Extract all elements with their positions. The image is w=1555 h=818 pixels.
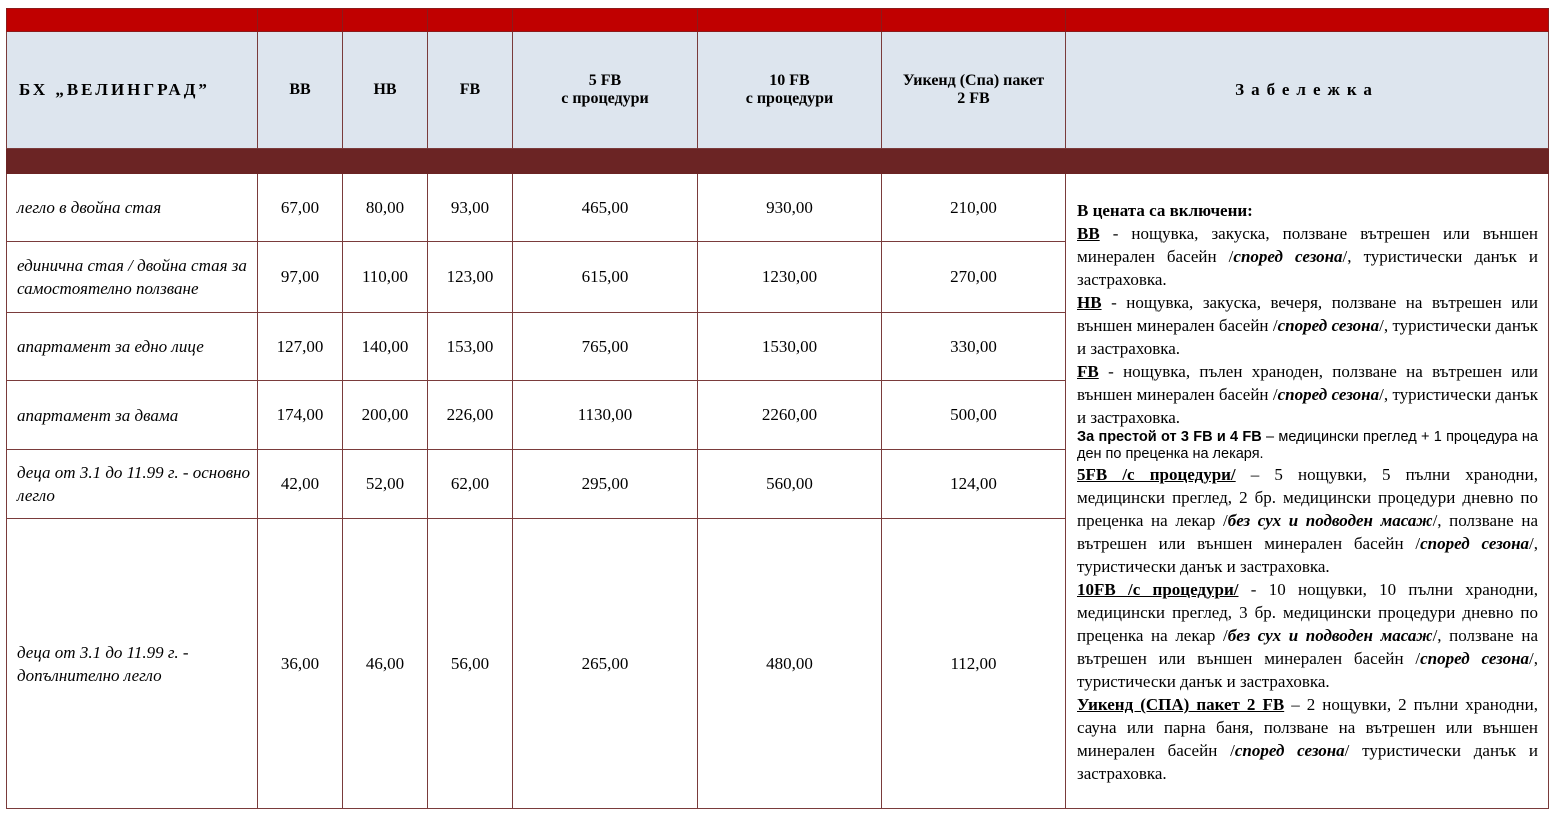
price-bb: 67,00 (258, 174, 343, 242)
row-label: деца от 3.1 до 11.99 г. - основно легло (7, 450, 258, 519)
price-weekend: 330,00 (882, 313, 1066, 381)
price-bb: 174,00 (258, 381, 343, 450)
top-red-bar (7, 9, 1549, 32)
col-weekend (882, 32, 1066, 149)
price-hb: 52,00 (343, 450, 428, 519)
price-hb: 46,00 (343, 519, 428, 809)
price-weekend: 210,00 (882, 174, 1066, 242)
col-note: Забележка (1066, 32, 1549, 149)
price-10fb: 930,00 (698, 174, 882, 242)
col-10fb-line2: с процедури (745, 90, 834, 107)
price-hb: 80,00 (343, 174, 428, 242)
col-5fb-line2: с процедури (561, 90, 649, 107)
note-stay: За престой от 3 FB и 4 FB – медицински преглед + 1 процедура на ден по преценка на лекаря. (1077, 429, 1538, 462)
price-5fb: 295,00 (513, 450, 698, 519)
price-10fb: 480,00 (698, 519, 882, 809)
row-label: деца от 3.1 до 11.99 г. - допълнително легло (7, 519, 258, 809)
col-weekend-line1: Уикенд (Спа) пакет (902, 72, 1045, 89)
price-10fb: 1530,00 (698, 313, 882, 381)
col-fb: FB (428, 32, 513, 149)
row-label: апартамент за двама (7, 381, 258, 450)
col-5fb (513, 32, 698, 149)
price-hb: 140,00 (343, 313, 428, 381)
dark-separator-bar (7, 149, 1549, 174)
col-10fb-line1: 10 FB (769, 72, 810, 89)
price-fb: 56,00 (428, 519, 513, 809)
header-row (7, 32, 1549, 149)
price-5fb: 765,00 (513, 313, 698, 381)
price-10fb: 560,00 (698, 450, 882, 519)
price-table (6, 8, 1549, 809)
table-row (7, 174, 1549, 242)
notes-cell (1066, 174, 1549, 809)
note-fb: FB - нощувка, пълен храноден, ползване на вътрешен или външен минерален басейн /според сезона/, туристически данък и застраховка. (1077, 362, 1538, 427)
price-5fb: 265,00 (513, 519, 698, 809)
col-10fb (698, 32, 882, 149)
price-fb: 226,00 (428, 381, 513, 450)
price-fb: 123,00 (428, 242, 513, 313)
price-fb: 93,00 (428, 174, 513, 242)
price-weekend: 500,00 (882, 381, 1066, 450)
notes-intro: В цената са включени: (1077, 201, 1253, 220)
col-5fb-line1: 5 FB (588, 72, 622, 89)
col-bb: BB (258, 32, 343, 149)
price-bb: 127,00 (258, 313, 343, 381)
price-5fb: 615,00 (513, 242, 698, 313)
col-hb: HB (343, 32, 428, 149)
note-hb: HB - нощувка, закуска, вечеря, ползване на вътрешен или външен минерален басейн /според сезона/, туристически данък и застраховка. (1077, 293, 1538, 358)
note-10fb: 10FB /с процедури/ - 10 нощувки, 10 пълни хранодни, медицински преглед, 3 бр. медицински процедури дневно по преценка на лекар /без сух и подводен масаж/, ползване на вътрешен или външен минерален басейн /според сезона/, туристически данък и застраховка. (1077, 580, 1538, 691)
col-weekend-line2: 2 FB (957, 90, 990, 107)
price-10fb: 1230,00 (698, 242, 882, 313)
hotel-name: БХ „ВЕЛИНГРАД” (7, 32, 258, 149)
price-bb: 36,00 (258, 519, 343, 809)
row-label: легло в двойна стая (7, 174, 258, 242)
note-bb: BB - нощувка, закуска, ползване вътрешен или външен минерален басейн /според сезона/, туристически данък и застраховка. (1077, 224, 1539, 289)
price-bb: 42,00 (258, 450, 343, 519)
price-hb: 110,00 (343, 242, 428, 313)
price-10fb: 2260,00 (698, 381, 882, 450)
note-weekend: Уикенд (СПА) пакет 2 FB – 2 нощувки, 2 пълни хранодни, сауна или парна баня, ползване на вътрешен или външен минерален басейн /според сезона/ туристически данък и застраховка. (1077, 695, 1539, 783)
price-5fb: 1130,00 (513, 381, 698, 450)
row-label: единична стая / двойна стая за самостоятелно ползване (7, 242, 258, 313)
price-fb: 62,00 (428, 450, 513, 519)
price-5fb: 465,00 (513, 174, 698, 242)
price-hb: 200,00 (343, 381, 428, 450)
price-bb: 97,00 (258, 242, 343, 313)
row-label: апартамент за едно лице (7, 313, 258, 381)
price-weekend: 270,00 (882, 242, 1066, 313)
price-weekend: 112,00 (882, 519, 1066, 809)
note-5fb: 5FB /с процедури/ – 5 нощувки, 5 пълни хранодни, медицински преглед, 2 бр. медицински процедури дневно по преценка на лекар /без сух и подводен масаж/, ползване на вътрешен или външен минерален басейн /според сезона/, туристически данък и застраховка. (1077, 465, 1538, 576)
price-weekend: 124,00 (882, 450, 1066, 519)
price-fb: 153,00 (428, 313, 513, 381)
